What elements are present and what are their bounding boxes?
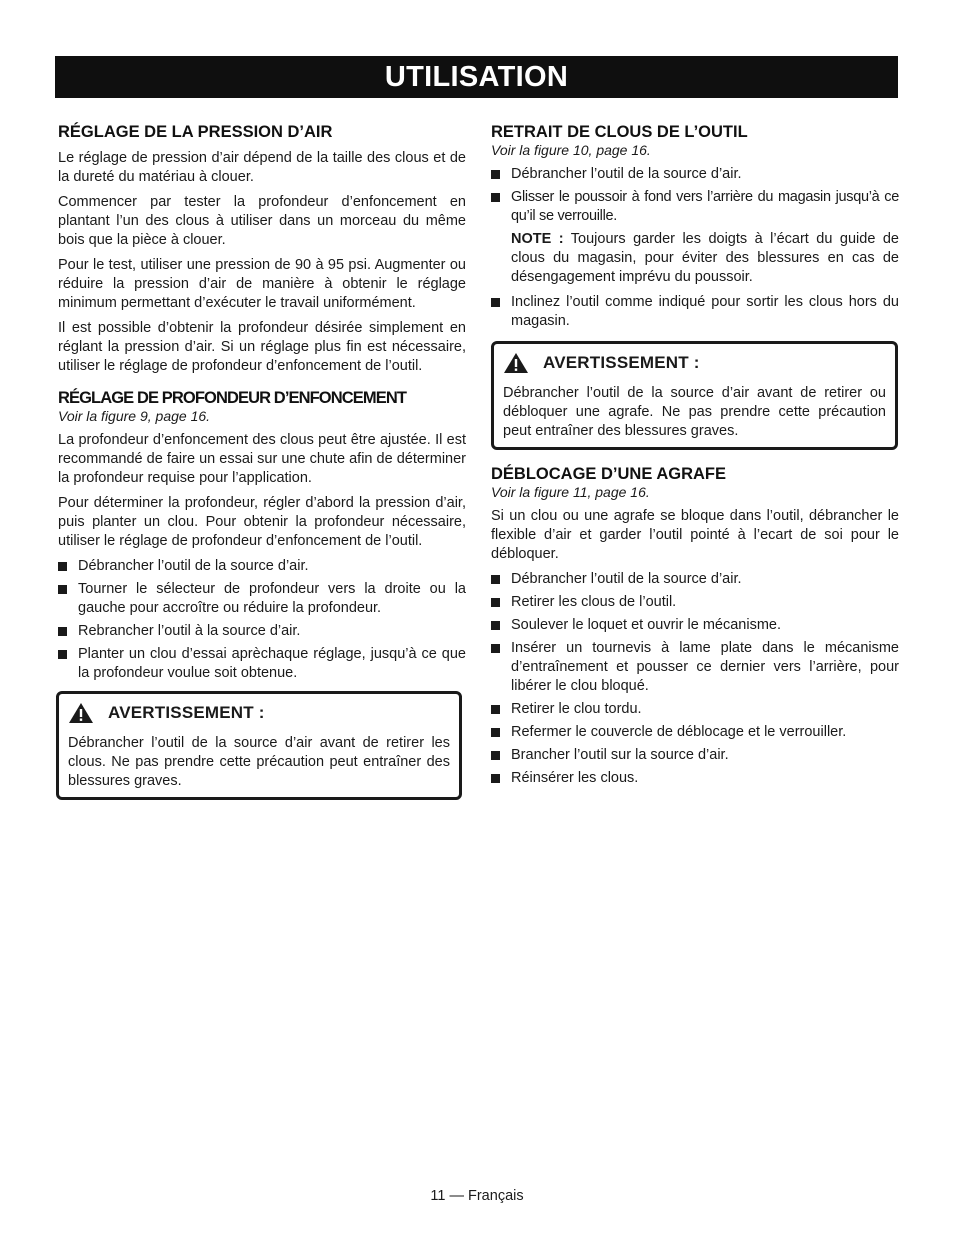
square-bullet-icon <box>491 774 500 783</box>
note-text: Toujours garder les doigts à l’écart du guide de clous du magasin, pour éviter des blessures en cas de désengagement imprévu du poussoir. <box>511 231 899 285</box>
list-item-text: Retirer les clous de l’outil. <box>511 594 677 610</box>
square-bullet-icon <box>58 562 67 571</box>
list-item-text: Brancher l’outil sur la source d’air. <box>511 747 729 763</box>
list-item <box>491 700 899 719</box>
warning-title: AVERTISSEMENT : <box>108 703 265 722</box>
list-item <box>491 165 899 184</box>
square-bullet-icon <box>491 751 500 760</box>
list-item-text: Débrancher l’outil de la source d’air. <box>511 166 742 182</box>
list-item <box>491 188 899 226</box>
list-item-text: Glisser le poussoir à fond vers l’arrière du magasin jusqu’à ce qu’il se verrouille. <box>511 189 899 224</box>
bullet-list <box>491 293 899 331</box>
list-item-text: Tourner le sélecteur de profondeur vers la droite ou la gauche pour accroître ou réduire la profondeur. <box>78 581 466 616</box>
list-item <box>58 580 466 618</box>
square-bullet-icon <box>491 705 500 714</box>
warning-text: Débrancher l’outil de la source d’air avant de retirer ou débloquer une agrafe. Ne pas prendre cette précaution peut entraîner des blessures graves. <box>503 385 886 439</box>
warning-triangle-icon <box>503 352 529 374</box>
square-bullet-icon <box>491 644 500 653</box>
paragraph: Il est possible d’obtenir la profondeur désirée simplement en réglant la pression d’air. Si un réglage plus fin est nécessaire, utiliser le réglage de profondeur d’enfoncement de l’outil. <box>58 320 466 374</box>
square-bullet-icon <box>58 627 67 636</box>
list-item <box>491 746 899 765</box>
list-item <box>491 769 899 788</box>
figure-reference: Voir la figure 10, page 16. <box>491 142 651 158</box>
figure-reference: Voir la figure 9, page 16. <box>58 408 211 424</box>
paragraph: Pour déterminer la profondeur, régler d’abord la pression d’air, puis planter un clou. Pour obtenir la profondeur nécessaire, utiliser le réglage de profondeur d’enfoncement de l’outil. <box>58 495 466 549</box>
figure-reference: Voir la figure 11, page 16. <box>491 484 650 500</box>
section-heading-staple-release: DÉBLOCAGE D’UNE AGRAFE <box>491 465 726 483</box>
square-bullet-icon <box>491 728 500 737</box>
section-heading-air-pressure: RÉGLAGE DE LA PRESSION D’AIR <box>58 123 333 141</box>
page-title: UTILISATION <box>55 56 898 98</box>
list-item-text: Soulever le loquet et ouvrir le mécanisme. <box>511 617 781 633</box>
warning-box <box>491 341 898 450</box>
list-item-text: Débrancher l’outil de la source d’air. <box>78 558 309 574</box>
bullet-list <box>58 557 466 683</box>
list-item <box>58 622 466 641</box>
warning-triangle-icon <box>68 702 94 724</box>
bullet-list <box>491 570 899 788</box>
paragraph: Le réglage de pression d’air dépend de la taille des clous et de la dureté du matériau à clouer. <box>58 150 466 185</box>
square-bullet-icon <box>491 170 500 179</box>
paragraph: Commencer par tester la profondeur d’enfoncement en plantant l’un des clous à utiliser dans un morceau du même bois que la pièce à clouer. <box>58 194 466 248</box>
warning-title: AVERTISSEMENT : <box>543 353 700 372</box>
list-item-text: Retirer le clou tordu. <box>511 701 642 717</box>
square-bullet-icon <box>491 193 500 202</box>
note <box>491 230 899 287</box>
list-item-text: Planter un clou d’essai aprèchaque réglage, jusqu’à ce que la profondeur voulue soit obtenue. <box>78 646 466 681</box>
paragraph: Si un clou ou une agrafe se bloque dans l’outil, débrancher le flexible d’air et garder l’outil pointé à l’ecart de soi pour le débloquer. <box>491 508 899 562</box>
list-item <box>491 616 899 635</box>
list-item <box>491 570 899 589</box>
list-item-text: Réinsérer les clous. <box>511 770 639 786</box>
paragraph: Pour le test, utiliser une pression de 90 à 95 psi. Augmenter ou réduire la pression d’air de manière à obtenir le réglage minimum permettant d’exécuter le travail uniformément. <box>58 257 466 311</box>
note-label: NOTE : <box>511 231 564 247</box>
square-bullet-icon <box>491 298 500 307</box>
list-item <box>58 557 466 576</box>
section-heading-nail-removal: RETRAIT DE CLOUS DE L’OUTIL <box>491 123 748 141</box>
list-item-text: Refermer le couvercle de déblocage et le verrouiller. <box>511 724 847 740</box>
list-item <box>58 645 466 683</box>
list-item-text: Débrancher l’outil de la source d’air. <box>511 571 742 587</box>
square-bullet-icon <box>491 598 500 607</box>
square-bullet-icon <box>58 650 67 659</box>
list-item <box>491 723 899 742</box>
square-bullet-icon <box>58 585 67 594</box>
list-item-text: Rebrancher l’outil à la source d’air. <box>78 623 301 639</box>
list-item <box>491 639 899 696</box>
page-footer: 11 — Français <box>430 1188 524 1204</box>
list-item <box>491 293 899 331</box>
right-column <box>491 122 899 792</box>
paragraph: La profondeur d’enfoncement des clous peut être ajustée. Il est recommandé de faire un essai sur une chute afin de déterminer la profondeur requise pour l’application. <box>58 432 466 486</box>
list-item <box>491 593 899 612</box>
left-column <box>58 122 466 800</box>
list-item-text: Inclinez l’outil comme indiqué pour sortir les clous hors du magasin. <box>511 294 899 329</box>
square-bullet-icon <box>491 575 500 584</box>
bullet-list <box>491 165 899 226</box>
section-heading-depth: RÉGLAGE DE PROFONDEUR D’ENFONCEMENT <box>58 389 407 407</box>
warning-box <box>56 691 462 800</box>
square-bullet-icon <box>491 621 500 630</box>
list-item-text: Insérer un tournevis à lame plate dans le mécanisme d’entraînement et pousser ce dernier vers l’arrière, pour libérer le clou bloqué. <box>511 640 899 694</box>
warning-text: Débrancher l’outil de la source d’air avant de retirer les clous. Ne pas prendre cette précaution peut entraîner des blessures graves. <box>68 735 450 789</box>
